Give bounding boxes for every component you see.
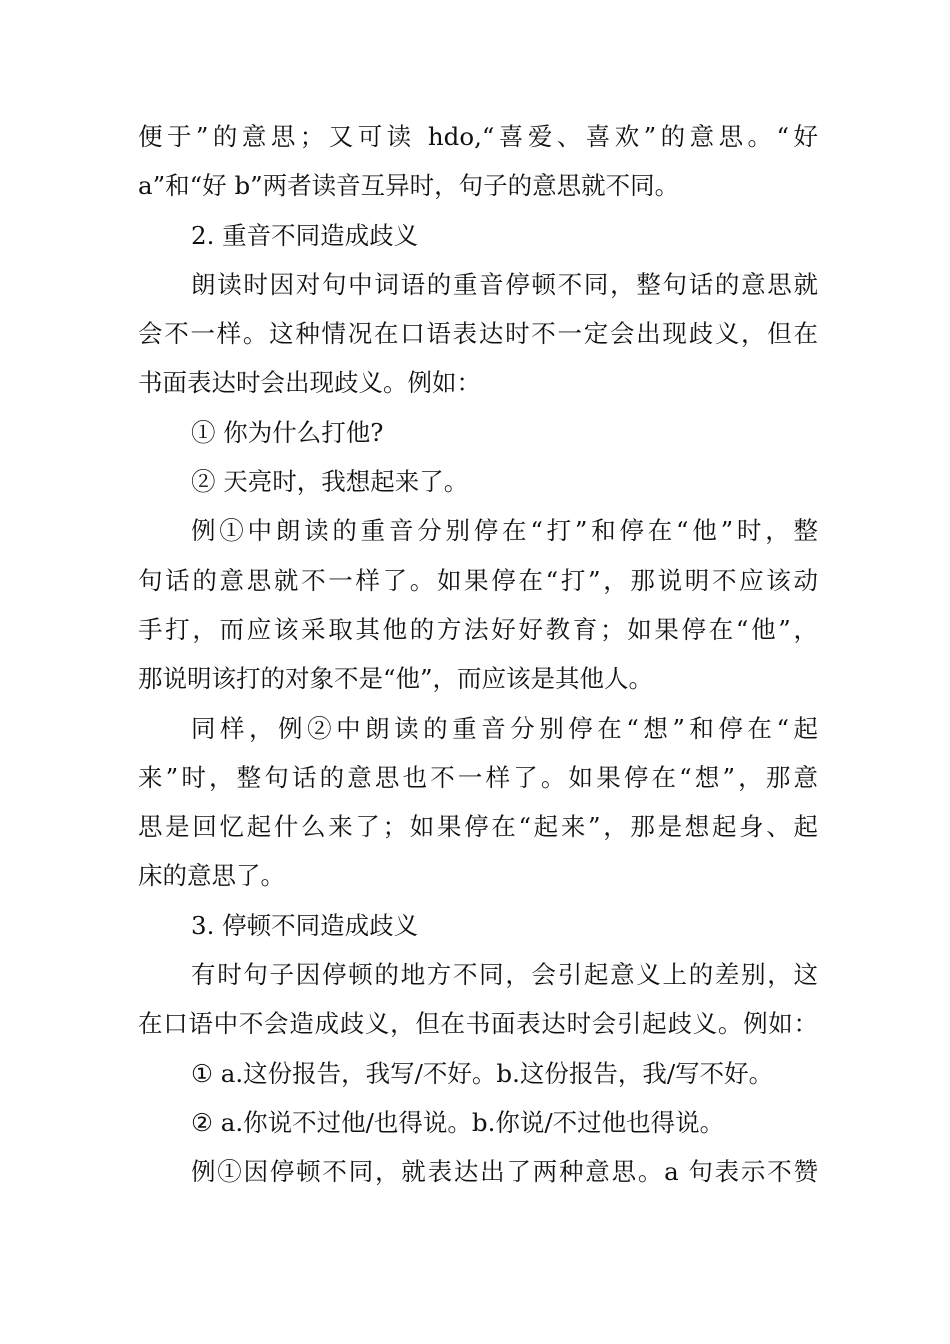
text-line: ① 你为什么打他? bbox=[191, 417, 384, 447]
text-line: 朗读时因对句中词语的重音停顿不同，整句话的意思就 bbox=[191, 269, 818, 299]
text-line: a”和“好 b”两者读音互异时，句子的意思就不同。 bbox=[138, 171, 680, 201]
text-line: 例①中朗读的重音分别停在“打”和停在“他”时，整 bbox=[191, 516, 818, 546]
text-line: ② 天亮时，我想起来了。 bbox=[191, 467, 469, 497]
text-line: 有时句子因停顿的地方不同，会引起意义上的差别，这 bbox=[191, 960, 818, 990]
text-line: 思是回忆起什么来了；如果停在“起来”，那是想起身、起 bbox=[138, 812, 818, 842]
text-line: 会不一样。这种情况在口语表达时不一定会出现歧义，但在 bbox=[138, 319, 818, 349]
text-line: 手打，而应该采取其他的方法好好教育；如果停在“他”， bbox=[138, 614, 818, 644]
document-body bbox=[138, 112, 818, 1197]
text-line: 来”时，整句话的意思也不一样了。如果停在“想”，那意 bbox=[138, 762, 818, 792]
text-line: 句话的意思就不一样了。如果停在“打”，那说明不应该动 bbox=[138, 565, 818, 595]
text-line: 便于”的意思；又可读 hdo,“喜爱、喜欢”的意思。“好 bbox=[138, 122, 818, 151]
text-line: ② a.你说不过他/也得说。b.你说/不过他也得说。 bbox=[191, 1107, 725, 1137]
text-line: 那说明该打的对象不是“他”，而应该是其他人。 bbox=[138, 664, 654, 694]
text-line: 床的意思了。 bbox=[138, 861, 285, 891]
text-line: 例①因停顿不同，就表达出了两种意思。a 句表示不赞 bbox=[191, 1157, 818, 1187]
text-line: 3. 停顿不同造成歧义 bbox=[191, 910, 419, 940]
text-line: 2. 重音不同造成歧义 bbox=[191, 220, 419, 250]
text-line: 书面表达时会出现歧义。例如： bbox=[138, 368, 481, 398]
text-line: ① a.这份报告，我写/不好。b.这份报告，我/写不好。 bbox=[191, 1058, 774, 1088]
text-line: 在口语中不会造成歧义，但在书面表达时会引起歧义。例如： bbox=[138, 1009, 818, 1039]
text-line: 同样，例②中朗读的重音分别停在“想”和停在“起 bbox=[191, 713, 818, 743]
